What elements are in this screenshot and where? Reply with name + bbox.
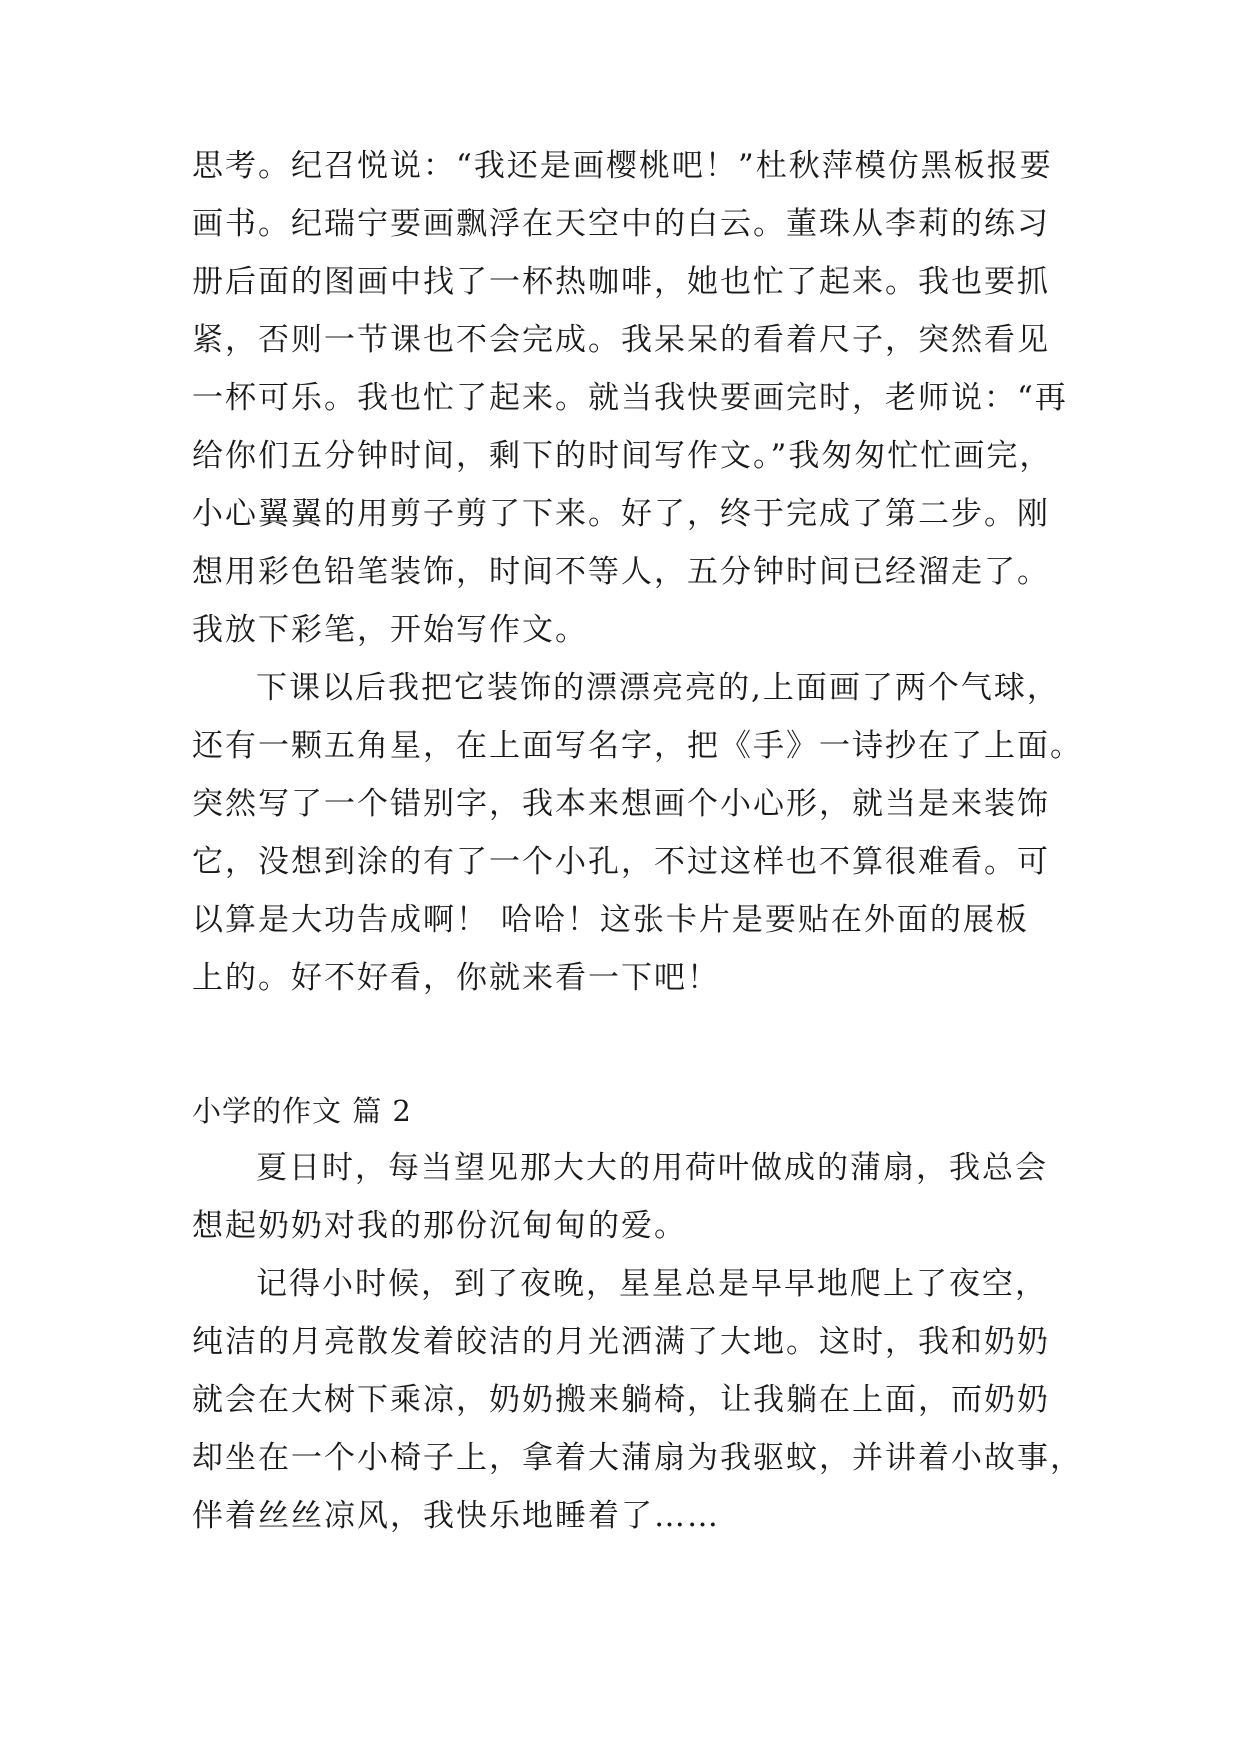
paragraph-line: 紧，否则一节课也不会完成。我呆呆的看着尺子，突然看见 bbox=[192, 322, 1050, 358]
paragraph-line: 记得小时候，到了夜晚，星星总是早早地爬上了夜空， bbox=[256, 1266, 1048, 1302]
paragraph-line: 一杯可乐。我也忙了起来。就当我快要画完时，老师说：“再 bbox=[192, 380, 1068, 416]
paragraph-line: 给你们五分钟时间，剩下的时间写作文。”我匆匆忙忙画完， bbox=[192, 438, 1053, 474]
paragraph-line: 以算是大功告成啊！ 哈哈！这张卡片是要贴在外面的展板 bbox=[192, 902, 1029, 938]
paragraph-line: 想起奶奶对我的那份沉甸甸的爱。 bbox=[192, 1208, 687, 1244]
paragraph-line: 册后面的图画中找了一杯热咖啡，她也忙了起来。我也要抓 bbox=[192, 264, 1050, 300]
paragraph-line: 就会在大树下乘凉，奶奶搬来躺椅，让我躺在上面，而奶奶 bbox=[192, 1382, 1050, 1418]
paragraph-line: 上的。好不好看，你就来看一下吧！ bbox=[192, 960, 720, 996]
paragraph-line: 纯洁的月亮散发着皎洁的月光洒满了大地。这时，我和奶奶 bbox=[192, 1324, 1050, 1360]
paragraph-line: 伴着丝丝凉风，我快乐地睡着了…… bbox=[192, 1498, 720, 1534]
paragraph-line: 还有一颗五角星，在上面写名字，把《手》一诗抄在了上面。 bbox=[192, 728, 1083, 764]
paragraph-line: 思考。纪召悦说：“我还是画樱桃吧！”杜秋萍模仿黑板报要 bbox=[192, 148, 1053, 184]
section-heading: 小学的作文 篇 2 bbox=[192, 1094, 412, 1128]
paragraph-line: 小心翼翼的用剪子剪了下来。好了，终于完成了第二步。刚 bbox=[192, 496, 1050, 532]
paragraph-line: 下课以后我把它装饰的漂漂亮亮的,上面画了两个气球， bbox=[256, 670, 1060, 706]
paragraph-line: 我放下彩笔，开始写作文。 bbox=[192, 612, 588, 648]
paragraph-line: 却坐在一个小椅子上，拿着大蒲扇为我驱蚊，并讲着小故事， bbox=[192, 1440, 1083, 1476]
paragraph-line: 突然写了一个错别字，我本来想画个小心形，就当是来装饰 bbox=[192, 786, 1050, 822]
paragraph-line: 夏日时，每当望见那大大的用荷叶做成的蒲扇，我总会 bbox=[256, 1150, 1048, 1186]
paragraph-line: 画书。纪瑞宁要画飘浮在天空中的白云。董珠从李莉的练习 bbox=[192, 206, 1050, 242]
paragraph-line: 它，没想到涂的有了一个小孔，不过这样也不算很难看。可 bbox=[192, 844, 1050, 880]
paragraph-line: 想用彩色铅笔装饰，时间不等人，五分钟时间已经溜走了。 bbox=[192, 554, 1050, 590]
